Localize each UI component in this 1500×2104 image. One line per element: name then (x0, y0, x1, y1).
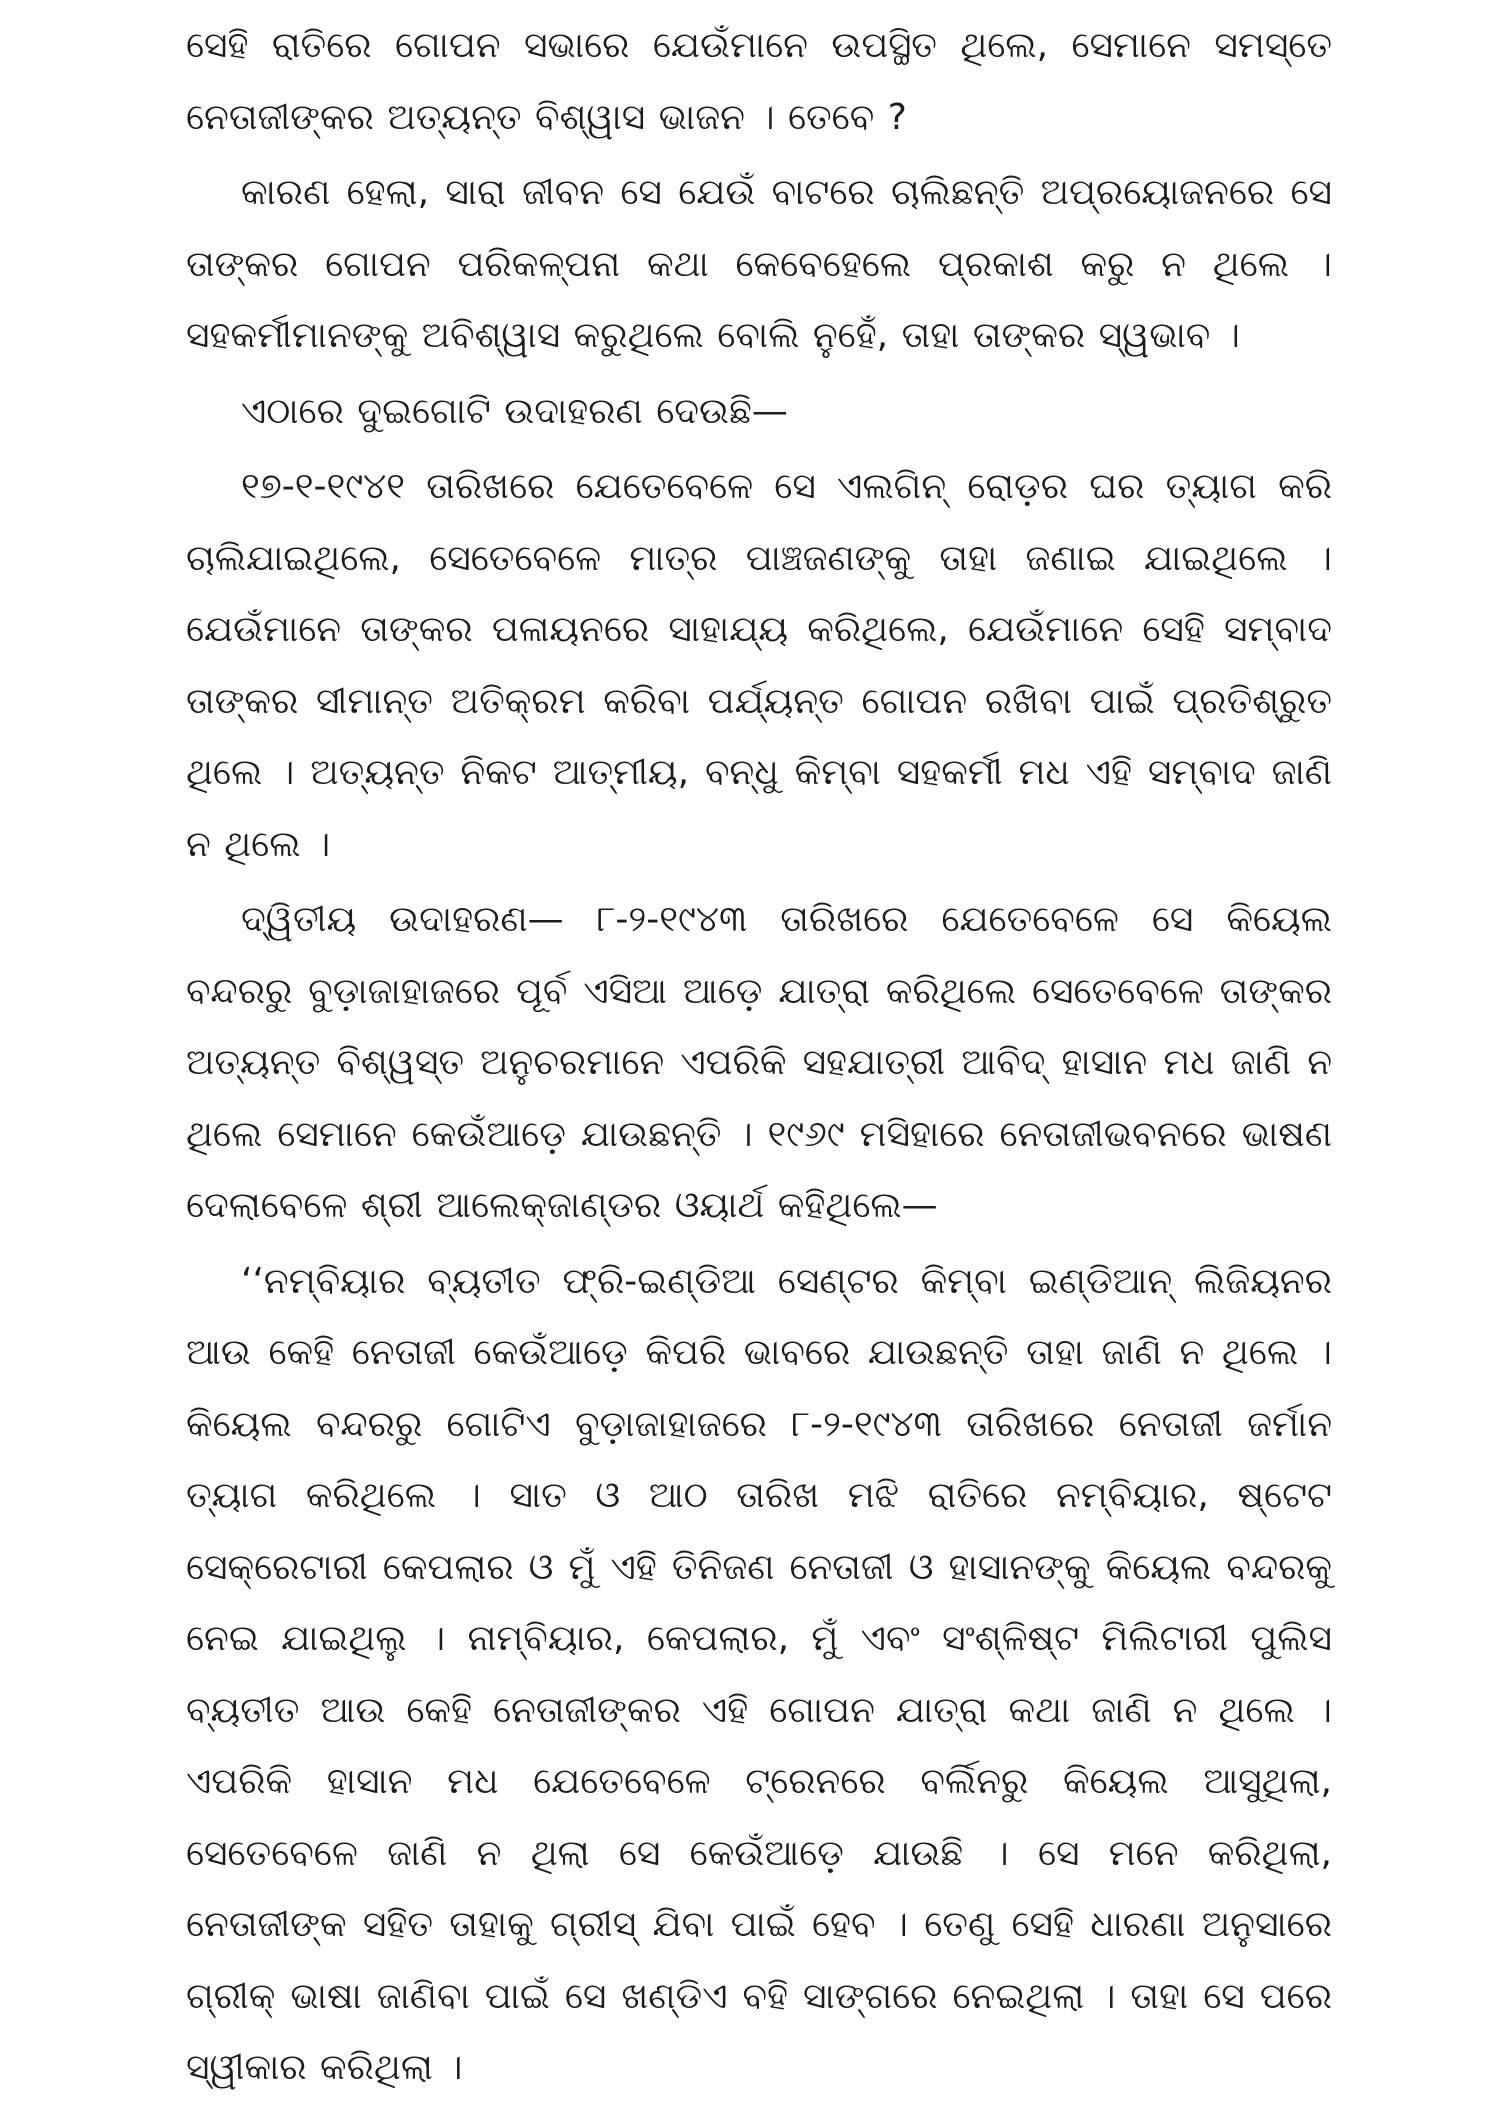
paragraph-continuation: ସେହି ରାତିରେ ଗୋପନ ସଭାରେ ଯେଉଁମାନେ ଉପସ୍ଥିତ ଥିଲେ, ସେମାନେ ସମସ୍ତେ ନେତାଜୀଙ୍କର ଅତ୍ୟନ୍ତ ବିଶ୍ୱାସ ଭାଜନ । ତେବେ ? (186, 25, 1332, 138)
paragraph-quotation: ‘‘ନମ୍ବିୟାର ବ୍ୟତୀତ ଫ୍ରି-ଇଣ୍ଡିଆ ସେଣ୍ଟର କିମ୍ବା ଇଣ୍ଡିଆନ୍ ଲିଜିୟନର ଆଉ କେହି ନେତାଜୀ କେଉଁଆଡ଼େ କିପରି ଭାବରେ ଯାଉଛନ୍ତି ତାହା ଜାଣି ନ ଥିଲେ । କିୟେଲ ବନ୍ଦରରୁ ଗୋଟିଏ ବୁଡ଼ାଜାହାଜରେ ୮-୨-୧୯୪୩ ତାରିଖରେ ନେତାଜୀ ଜର୍ମାନ ତ୍ୟାଗ କରିଥିଲେ । ସାତ ଓ ଆଠ ତାରିଖ ମଝି ରାତିରେ ନମ୍ବିୟାର, ଷ୍ଟେଟ ସେକ୍ରେଟାରୀ କେପଲାର ଓ ମୁଁ ଏହି ତିନିଜଣ ନେତାଜୀ ଓ ହାସାନଙ୍କୁ କିୟେଲ ବନ୍ଦରକୁ ନେଇ ଯାଇଥିଲୁ । ନାମ୍ବିୟାର, କେପଲାର, ମୁଁ ଏବଂ ସଂଶ୍ଳିଷ୍ଟ ମିଲିଟାରୀ ପୁଲିସ ବ୍ୟତୀତ ଆଉ କେହି ନେତାଜୀଙ୍କର ଏହି ଗୋପନ ଯାତ୍ରା କଥା ଜାଣି ନ ଥିଲେ । ଏପରିକି ହାସାନ ମଧ ଯେତେବେଳେ ଟ୍ରେନରେ ବର୍ଲିନରୁ କିୟେଲ ଆସୁଥିଲା, ସେତେବେଳେ ଜାଣି ନ ଥିଲା ସେ କେଉଁଆଡ଼େ ଯାଉଛି । ସେ ମନେ କରିଥିଲା, ନେତାଜୀଙ୍କ ସହିତ ତାହାକୁ ଗ୍ରୀସ୍ ଯିବା ପାଇଁ ହେବ । ତେଣୁ ସେହି ଧାରଣା ଅନୁସାରେ ଗ୍ରୀକ୍ ଭାଷା ଜାଣିବା ପାଇଁ ସେ ଖଣ୍ଡିଏ ବହି ସାଙ୍ଗରେ ନେଇଥିଲା । ତାହା ସେ ପରେ ସ୍ୱୀକାର କରିଥିଲା । (186, 1260, 1332, 2088)
paragraph-reason: କାରଣ ହେଲା, ସାରା ଜୀବନ ସେ ଯେଉଁ ବାଟରେ ଚାଲିଛନ୍ତି ଅପ୍ରୟୋଜନରେ ସେ ତାଙ୍କର ଗୋପନ ପରିକଳ୍ପନା କଥା କେବେହେଲେ ପ୍ରକାଶ କରୁ ନ ଥିଲେ । ସହକର୍ମୀମାନଙ୍କୁ ଅବିଶ୍ୱାସ କରୁଥିଲେ ବୋଲି ନୁହେଁ, ତାହା ତାଙ୍କର ସ୍ୱଭାବ । (186, 172, 1332, 356)
paragraph-examples-intro: ଏଠାରେ ଦୁଇଗୋଟି ଉଦାହରଣ ଦେଉଛି— (241, 390, 788, 432)
paragraph-first-example: ୧୭-୧-୧୯୪୧ ତାରିଖରେ ଯେତେବେଳେ ସେ ଏଲଗିନ୍ ରୋଡ଼ର ଘର ତ୍ୟାଗ କରି ଚାଲିଯାଇଥିଲେ, ସେତେବେଳେ ମାତ୍ର ପାଞ୍ଚଜଣଙ୍କୁ ତାହା ଜଣାଇ ଯାଇଥିଲେ । ଯେଉଁମାନେ ତାଙ୍କର ପଳାୟନରେ ସାହାଯ୍ୟ କରିଥିଲେ, ଯେଉଁମାନେ ସେହି ସମ୍ବାଦ ତାଙ୍କର ସୀମାନ୍ତ ଅତିକ୍ରମ କରିବା ପର୍ଯ୍ୟନ୍ତ ଗୋପନ ରଖିବା ପାଇଁ ପ୍ରତିଶ୍ରୁତ ଥିଲେ । ଅତ୍ୟନ୍ତ ନିକଟ ଆତ୍ମୀୟ, ବନ୍ଧୁ କିମ୍ବା ସହକର୍ମୀ ମଧ ଏହି ସମ୍ବାଦ ଜାଣି ନ ଥିଲେ । (186, 466, 1332, 865)
paragraph-second-example: ଦ୍ୱିତୀୟ ଉଦାହରଣ— ୮-୨-୧୯୪୩ ତାରିଖରେ ଯେତେବେଳେ ସେ କିୟେଲ ବନ୍ଦରରୁ ବୁଡ଼ାଜାହାଜରେ ପୂର୍ବ ଏସିଆ ଆଡ଼େ ଯାତ୍ରା କରିଥିଲେ ସେତେବେଳେ ତାଙ୍କର ଅତ୍ୟନ୍ତ ବିଶ୍ୱସ୍ତ ଅନୁଚରମାନେ ଏପରିକି ସହଯାତ୍ରୀ ଆବିଦ୍ ହାସାନ ମଧ ଜାଣି ନ ଥିଲେ ସେମାନେ କେଉଁଆଡ଼େ ଯାଉଛନ୍ତି । ୧୯୬୯ ମସିହାରେ ନେତାଜୀଭବନରେ ଭାଷଣ ଦେଲାବେଳେ ଶ୍ରୀ ଆଲେକ୍‌ଜାଣ୍ଡର ଓୟାର୍ଥ କହିଥିଲେ— (186, 899, 1332, 1226)
